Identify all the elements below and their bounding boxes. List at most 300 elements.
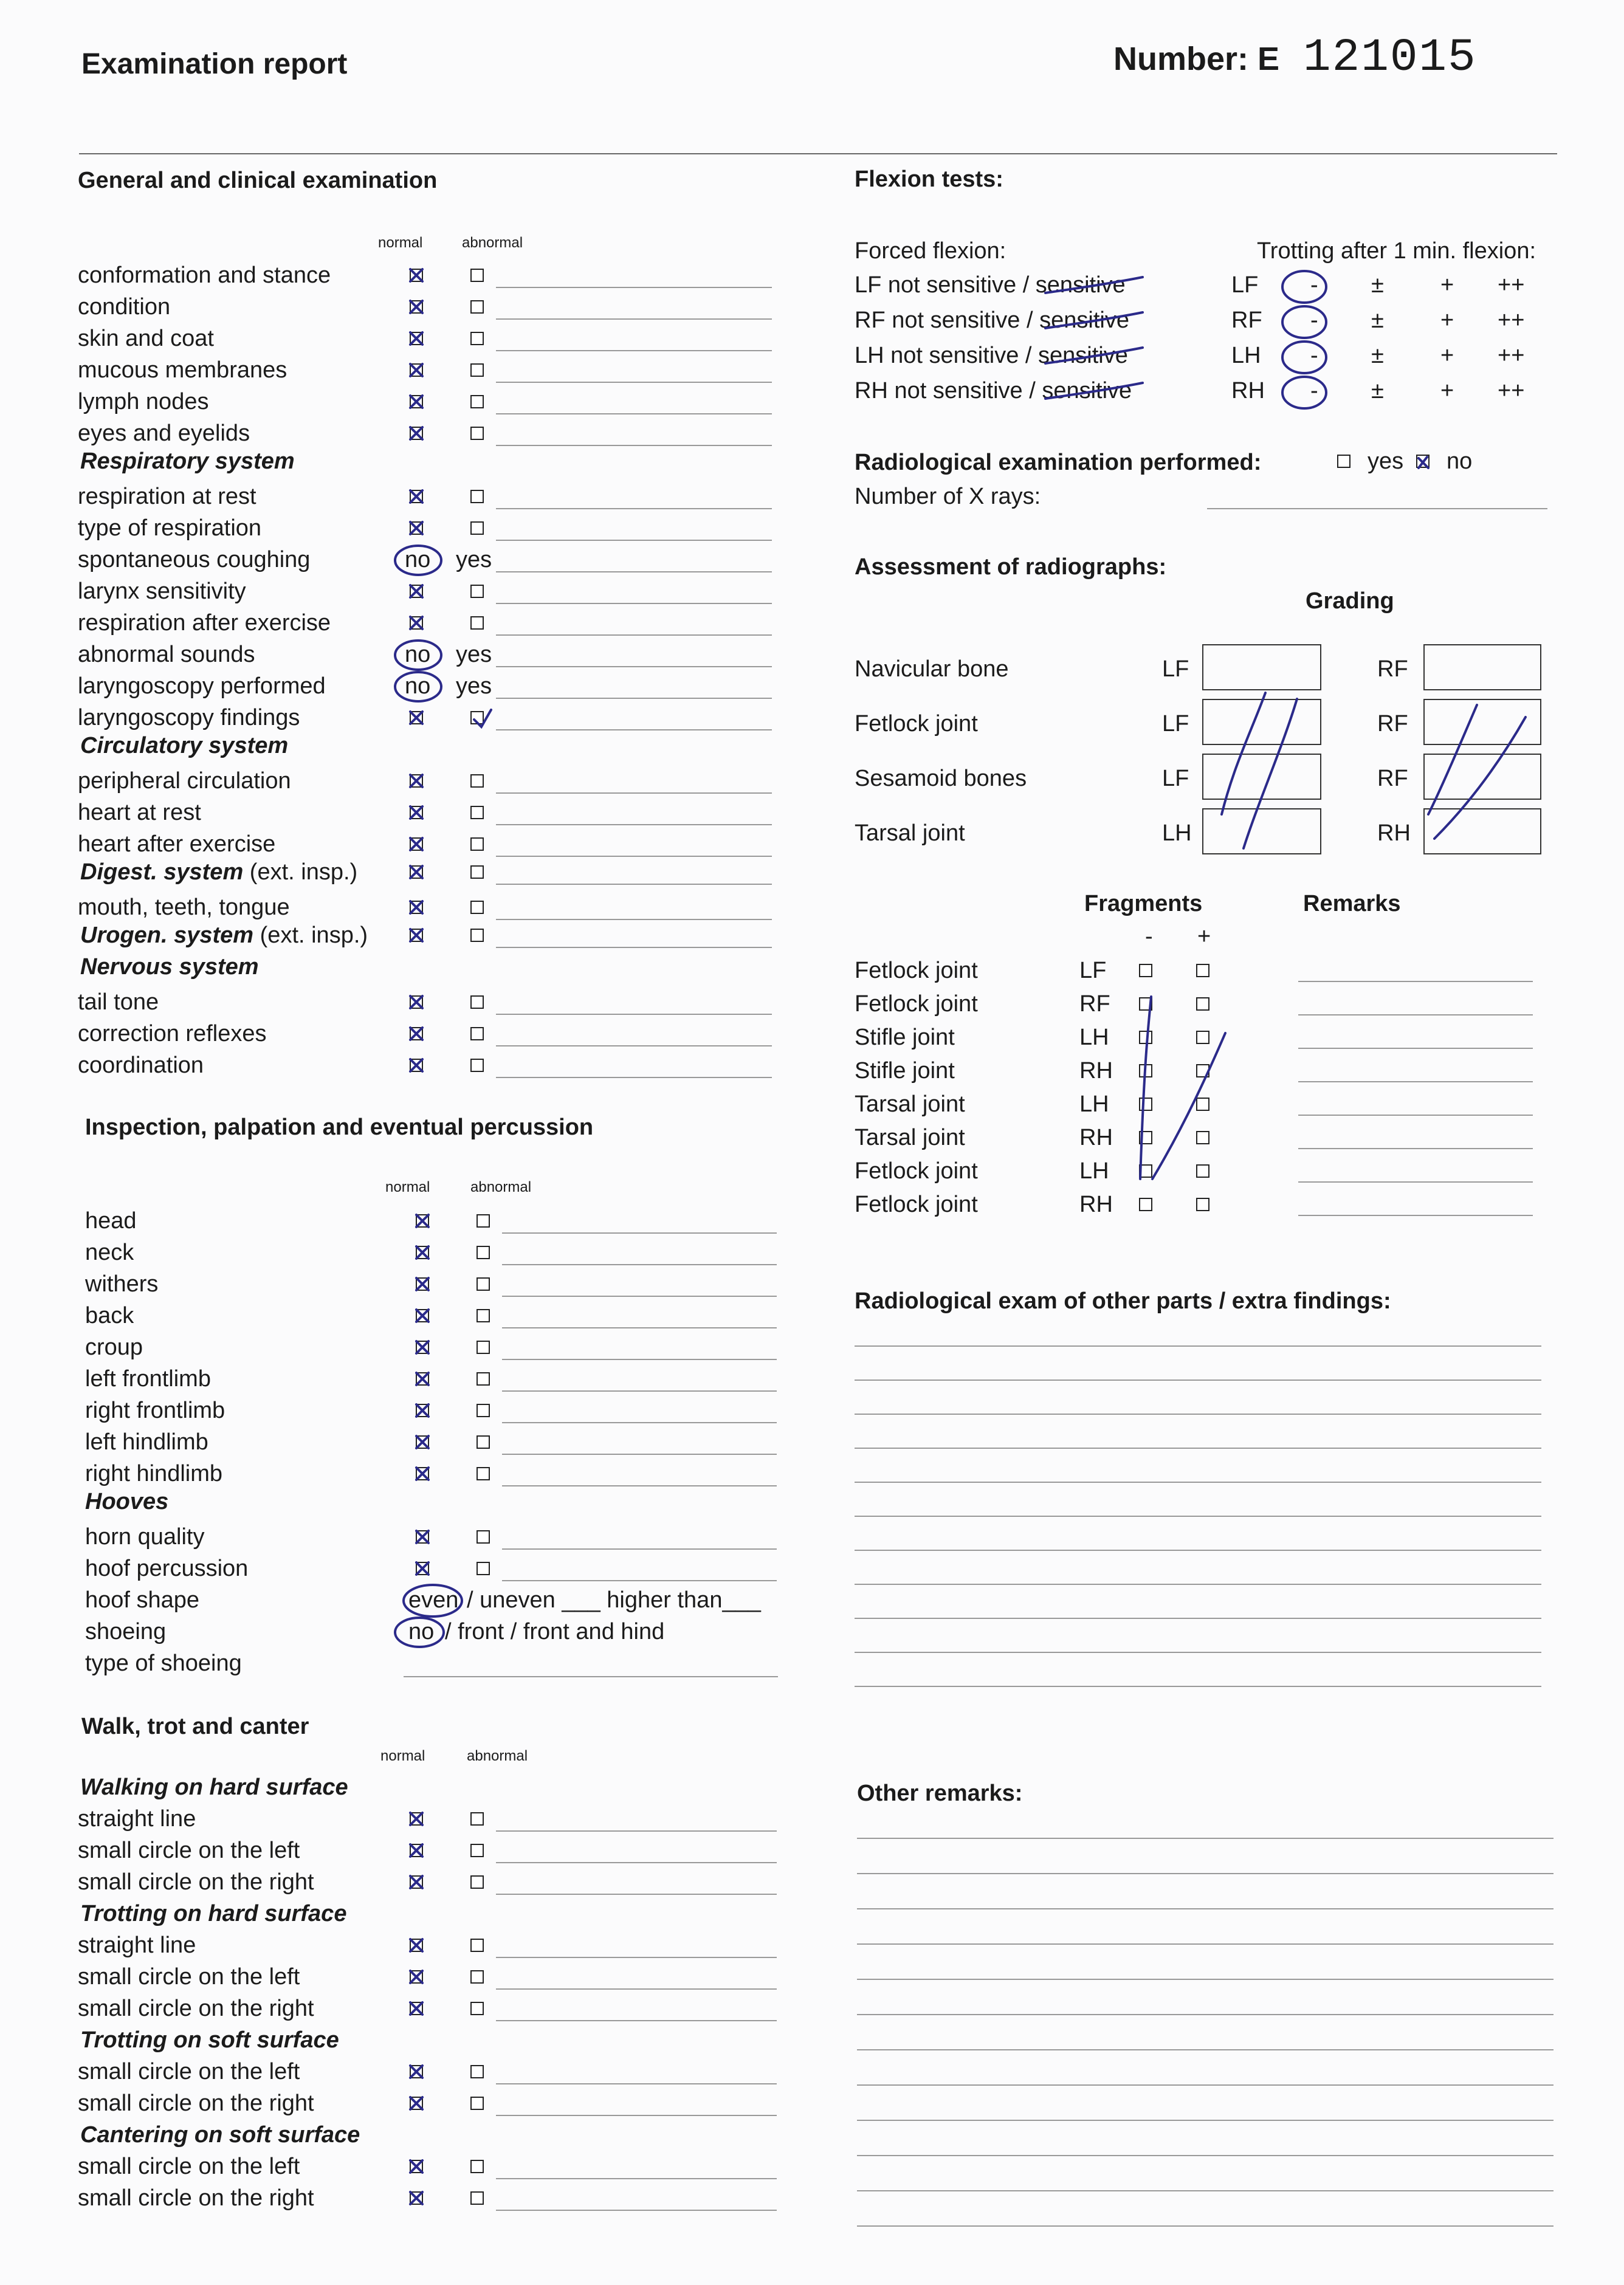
normal-checkbox[interactable]: [410, 332, 423, 345]
abnormal-checkbox[interactable]: [477, 1277, 490, 1291]
remarks-title: Remarks: [1303, 891, 1401, 916]
remark-line[interactable]: [502, 1296, 777, 1297]
remark-line[interactable]: [496, 2178, 777, 2179]
item-label: head: [85, 1208, 137, 1234]
inspection-col-normal: normal: [385, 1179, 430, 1195]
flexion-grade-option[interactable]: ±: [1371, 378, 1384, 404]
flexion-grade-option[interactable]: -: [1310, 308, 1318, 333]
general-section-title: General and clinical examination: [78, 168, 438, 193]
grading-box-right[interactable]: [1423, 699, 1541, 745]
grading-box-left[interactable]: [1202, 808, 1321, 854]
remark-line[interactable]: [496, 856, 772, 857]
normal-checkbox[interactable]: [410, 929, 423, 942]
normal-checkbox[interactable]: [416, 1435, 429, 1449]
extra-findings-line[interactable]: [855, 1516, 1541, 1517]
item-label: mucous membranes: [78, 357, 287, 383]
grading-box-right[interactable]: [1423, 808, 1541, 854]
inspection-col-abnormal: abnormal: [470, 1179, 532, 1195]
circled-minus-grade: [1282, 271, 1326, 303]
yes-option[interactable]: yes: [456, 673, 492, 699]
normal-checkbox[interactable]: [410, 806, 423, 819]
abnormal-checkbox[interactable]: [470, 1875, 484, 1889]
fragment-plus-checkbox[interactable]: [1196, 1198, 1209, 1211]
circled-minus-grade: [1282, 342, 1326, 373]
radiological-no-label: no: [1447, 448, 1473, 474]
assessment-right-leg: RF: [1377, 656, 1408, 682]
remark-line[interactable]: [502, 1359, 777, 1360]
item-label: straight line: [78, 1806, 196, 1832]
abnormal-checkbox[interactable]: [470, 711, 484, 724]
yes-option[interactable]: yes: [456, 642, 492, 667]
no-option[interactable]: no: [405, 547, 431, 572]
item-label: eyes and eyelids: [78, 421, 250, 446]
flexion-grade-option[interactable]: ±: [1371, 272, 1384, 298]
remark-line[interactable]: [496, 413, 772, 414]
fragment-plus-checkbox[interactable]: [1196, 1164, 1209, 1178]
flexion-grade-option[interactable]: ±: [1371, 343, 1384, 368]
fragment-minus-checkbox[interactable]: [1139, 1031, 1152, 1044]
item-label: right frontlimb: [85, 1398, 225, 1423]
item-label: tail tone: [78, 989, 159, 1015]
subsection-title: Respiratory system: [80, 448, 295, 474]
item-label: neck: [85, 1240, 134, 1265]
fragments-title: Fragments: [1084, 891, 1203, 916]
grading-box-left[interactable]: [1202, 754, 1321, 800]
type-of-shoeing-line[interactable]: [404, 1676, 778, 1677]
other-remarks-line[interactable]: [857, 1943, 1553, 1945]
other-remarks-line[interactable]: [857, 2120, 1553, 2121]
other-remarks-line[interactable]: [857, 2014, 1553, 2015]
abnormal-checkbox[interactable]: [470, 901, 484, 914]
assessment-left-leg: LF: [1162, 711, 1189, 737]
abnormal-checkbox[interactable]: [470, 1027, 484, 1040]
subsection-title: Trotting on soft surface: [80, 2027, 339, 2053]
normal-checkbox[interactable]: [416, 1341, 429, 1354]
item-label: lymph nodes: [78, 389, 209, 414]
remark-line[interactable]: [496, 1894, 777, 1895]
circled-minus-grade: [1282, 306, 1326, 338]
normal-checkbox[interactable]: [410, 1812, 423, 1826]
flexion-leg-label: LH: [1231, 343, 1261, 368]
item-label: type of shoeing: [85, 1651, 242, 1676]
item-label: small circle on the right: [78, 2091, 314, 2116]
fragment-plus-checkbox[interactable]: [1196, 1031, 1209, 1044]
abnormal-checkbox[interactable]: [470, 1844, 484, 1857]
abnormal-checkbox[interactable]: [470, 995, 484, 1009]
abnormal-checkbox[interactable]: [477, 1214, 490, 1228]
normal-checkbox[interactable]: [410, 427, 423, 440]
other-remarks-line[interactable]: [857, 2190, 1553, 2191]
remark-line[interactable]: [496, 792, 772, 794]
fragment-minus-checkbox[interactable]: [1139, 1064, 1152, 1077]
flexion-grade-option[interactable]: ++: [1498, 378, 1525, 404]
abnormal-checkbox[interactable]: [470, 363, 484, 377]
normal-checkbox[interactable]: [410, 1970, 423, 1984]
flexion-section-title: Flexion tests:: [855, 167, 1003, 192]
other-remarks-title: Other remarks:: [857, 1781, 1023, 1806]
shoeing-no-option[interactable]: no: [408, 1619, 435, 1644]
normal-checkbox[interactable]: [410, 2065, 423, 2078]
fragment-strike-minus: [1140, 997, 1151, 1179]
fragment-row-label: Stifle joint: [855, 1025, 955, 1050]
abnormal-checkbox[interactable]: [470, 2097, 484, 2110]
remark-line[interactable]: [502, 1454, 777, 1455]
normal-checkbox[interactable]: [410, 1875, 423, 1889]
grading-box-left[interactable]: [1202, 644, 1321, 690]
hoof-shape-even-option[interactable]: even: [408, 1587, 459, 1613]
item-label: small circle on the left: [78, 1964, 300, 1990]
grading-title: Grading: [1306, 588, 1394, 614]
fragment-minus-checkbox[interactable]: [1139, 964, 1152, 977]
abnormal-checkbox[interactable]: [470, 1812, 484, 1826]
normal-checkbox[interactable]: [410, 616, 423, 630]
remark-line[interactable]: [496, 1045, 772, 1046]
fragment-remark-line[interactable]: [1298, 1181, 1533, 1183]
remark-line[interactable]: [496, 445, 772, 446]
other-remarks-line[interactable]: [857, 2155, 1553, 2156]
normal-checkbox[interactable]: [410, 774, 423, 788]
remark-line[interactable]: [502, 1580, 777, 1581]
abnormal-checkbox[interactable]: [470, 1939, 484, 1952]
fragment-row-label: Fetlock joint: [855, 1158, 978, 1184]
abnormal-checkbox[interactable]: [470, 806, 484, 819]
abnormal-checkbox[interactable]: [470, 837, 484, 851]
normal-checkbox[interactable]: [416, 1404, 429, 1417]
normal-checkbox[interactable]: [410, 490, 423, 503]
no-option[interactable]: no: [405, 673, 431, 699]
remark-line[interactable]: [502, 1390, 777, 1392]
inspection-section-title: Inspection, palpation and eventual percussion: [85, 1115, 594, 1140]
abnormal-checkbox[interactable]: [470, 616, 484, 630]
remark-line[interactable]: [496, 947, 772, 948]
normal-checkbox[interactable]: [416, 1372, 429, 1386]
item-label: shoeing: [85, 1619, 167, 1644]
flexion-row-label: RH not sensitive / sensitive: [855, 378, 1132, 404]
fragment-strike-plus: [1152, 1033, 1225, 1179]
remark-line[interactable]: [502, 1327, 777, 1328]
abnormal-checkbox[interactable]: [477, 1309, 490, 1322]
item-label: type of respiration: [78, 515, 262, 541]
item-label: small circle on the left: [78, 1838, 300, 1863]
remark-line[interactable]: [496, 2115, 777, 2116]
remark-line[interactable]: [496, 1862, 777, 1863]
normal-checkbox[interactable]: [410, 521, 423, 535]
flexion-leg-label: RH: [1231, 378, 1265, 404]
subsection-title: Circulatory system: [80, 733, 289, 758]
remark-line[interactable]: [496, 571, 772, 572]
flexion-grade-option[interactable]: ++: [1498, 343, 1525, 368]
item-label: straight line: [78, 1933, 196, 1958]
abnormal-checkbox[interactable]: [470, 300, 484, 314]
normal-checkbox[interactable]: [416, 1530, 429, 1544]
flexion-grade-option[interactable]: +: [1440, 308, 1454, 333]
abnormal-checkbox[interactable]: [477, 1372, 490, 1386]
normal-checkbox[interactable]: [410, 2097, 423, 2110]
flexion-grade-option[interactable]: +: [1440, 272, 1454, 298]
flexion-grade-option[interactable]: ++: [1498, 272, 1525, 298]
flexion-row-label: LF not sensitive / sensitive: [855, 272, 1126, 298]
item-label: small circle on the right: [78, 1996, 314, 2021]
remark-line[interactable]: [496, 2210, 777, 2211]
fragment-minus-checkbox[interactable]: [1139, 1131, 1152, 1144]
grading-box-left[interactable]: [1202, 699, 1321, 745]
remark-line[interactable]: [496, 287, 772, 288]
remark-line[interactable]: [496, 919, 772, 920]
normal-checkbox[interactable]: [416, 1309, 429, 1322]
abnormal-checkbox[interactable]: [470, 521, 484, 535]
abnormal-checkbox[interactable]: [470, 2191, 484, 2205]
shoeing-front-option[interactable]: / front / front and hind: [445, 1619, 665, 1644]
extra-findings-line[interactable]: [855, 1584, 1541, 1585]
flexion-grade-option[interactable]: -: [1310, 343, 1318, 368]
remark-line[interactable]: [496, 884, 772, 885]
fragment-plus-checkbox[interactable]: [1196, 964, 1209, 977]
subsection-title: Cantering on soft surface: [80, 2122, 360, 2148]
item-label: spontaneous coughing: [78, 547, 311, 572]
report-title: Examination report: [81, 48, 348, 80]
abnormal-checkbox[interactable]: [470, 2160, 484, 2173]
remark-line[interactable]: [502, 1264, 777, 1265]
flexion-grade-option[interactable]: -: [1310, 378, 1318, 404]
normal-checkbox[interactable]: [410, 901, 423, 914]
assessment-row-label: Sesamoid bones: [855, 766, 1027, 791]
fragment-leg: RF: [1079, 991, 1110, 1017]
xrays-count-label: Number of X rays:: [855, 484, 1041, 509]
fragment-remark-line[interactable]: [1298, 1048, 1533, 1049]
remark-line[interactable]: [502, 1548, 777, 1550]
fragment-remark-line[interactable]: [1298, 981, 1533, 982]
extra-findings-line[interactable]: [855, 1550, 1541, 1551]
remark-line[interactable]: [496, 350, 772, 351]
abnormal-checkbox[interactable]: [470, 490, 484, 503]
subsection-title: Digest. system (ext. insp.): [80, 859, 358, 885]
remark-line[interactable]: [496, 1957, 777, 1958]
item-label: laryngoscopy findings: [78, 705, 300, 730]
extra-findings-line[interactable]: [855, 1448, 1541, 1449]
remark-line[interactable]: [502, 1422, 777, 1423]
extra-findings-line[interactable]: [855, 1345, 1541, 1347]
abnormal-checkbox[interactable]: [470, 2002, 484, 2015]
abnormal-checkbox[interactable]: [470, 1970, 484, 1984]
fragment-plus-checkbox[interactable]: [1196, 1064, 1209, 1077]
flexion-grade-option[interactable]: ++: [1498, 308, 1525, 333]
flexion-grade-option[interactable]: -: [1310, 272, 1318, 298]
extra-findings-line[interactable]: [855, 1414, 1541, 1415]
circled-minus-grade: [1282, 377, 1326, 408]
item-label: hoof shape: [85, 1587, 200, 1613]
normal-checkbox[interactable]: [410, 2191, 423, 2205]
remark-line[interactable]: [496, 1988, 777, 1990]
fragment-leg: LH: [1079, 1091, 1109, 1117]
abnormal-checkbox[interactable]: [470, 427, 484, 440]
item-label: peripheral circulation: [78, 768, 291, 794]
other-remarks-line[interactable]: [857, 1873, 1553, 1874]
remark-line[interactable]: [496, 824, 772, 825]
abnormal-checkbox[interactable]: [477, 1341, 490, 1354]
fragment-minus-checkbox[interactable]: [1139, 997, 1152, 1011]
subsection-title: Trotting on hard surface: [80, 1901, 347, 1926]
flexion-grade-option[interactable]: +: [1440, 343, 1454, 368]
item-label: skin and coat: [78, 326, 214, 351]
extra-findings-line[interactable]: [855, 1652, 1541, 1653]
remark-line[interactable]: [496, 634, 772, 636]
flexion-grade-option[interactable]: +: [1440, 378, 1454, 404]
abnormal-checkbox[interactable]: [477, 1404, 490, 1417]
normal-checkbox[interactable]: [410, 269, 423, 282]
fragment-minus-checkbox[interactable]: [1139, 1164, 1152, 1178]
no-option[interactable]: no: [405, 642, 431, 667]
other-remarks-line[interactable]: [857, 1979, 1553, 1980]
abnormal-checkbox[interactable]: [470, 585, 484, 598]
normal-checkbox[interactable]: [416, 1277, 429, 1291]
extra-findings-line[interactable]: [855, 1686, 1541, 1687]
fragment-minus-checkbox[interactable]: [1139, 1098, 1152, 1111]
subsection-title: Hooves: [85, 1489, 169, 1514]
normal-checkbox[interactable]: [410, 363, 423, 377]
abnormal-checkbox[interactable]: [477, 1530, 490, 1544]
yes-option[interactable]: yes: [456, 547, 492, 572]
abnormal-checkbox[interactable]: [470, 929, 484, 942]
fragment-plus-checkbox[interactable]: [1196, 1098, 1209, 1111]
flexion-leg-label: LF: [1231, 272, 1259, 298]
fragment-row-label: Tarsal joint: [855, 1091, 965, 1117]
other-remarks-line[interactable]: [857, 2084, 1553, 2086]
fragment-remark-line[interactable]: [1298, 1081, 1533, 1082]
item-label: abnormal sounds: [78, 642, 255, 667]
fragment-leg: RH: [1079, 1125, 1113, 1150]
remark-line[interactable]: [496, 698, 772, 699]
report-number-value: 121015: [1303, 32, 1477, 84]
fragment-plus-checkbox[interactable]: [1196, 997, 1209, 1011]
abnormal-checkbox[interactable]: [470, 865, 484, 879]
item-label: croup: [85, 1335, 143, 1360]
remark-line[interactable]: [496, 1014, 772, 1015]
other-remarks-line[interactable]: [857, 1838, 1553, 1839]
abnormal-checkbox[interactable]: [470, 395, 484, 408]
normal-checkbox[interactable]: [410, 1939, 423, 1952]
remark-line[interactable]: [502, 1232, 777, 1234]
other-remarks-line[interactable]: [857, 2225, 1553, 2227]
remark-line[interactable]: [496, 2083, 777, 2084]
xrays-count-field[interactable]: [1207, 508, 1547, 509]
remark-line[interactable]: [496, 318, 772, 320]
fragments-minus-header: -: [1145, 924, 1153, 949]
normal-checkbox[interactable]: [410, 865, 423, 879]
normal-checkbox[interactable]: [410, 2002, 423, 2015]
normal-checkbox[interactable]: [410, 711, 423, 724]
remark-line[interactable]: [496, 729, 772, 730]
item-label: hoof percussion: [85, 1556, 249, 1581]
assessment-right-leg: RF: [1377, 711, 1408, 737]
abnormal-checkbox[interactable]: [470, 774, 484, 788]
item-label: condition: [78, 294, 171, 320]
remark-line[interactable]: [496, 666, 772, 667]
remark-line[interactable]: [496, 382, 772, 383]
hoof-shape-uneven-option[interactable]: / uneven ___ higher than___: [467, 1587, 761, 1613]
normal-checkbox[interactable]: [410, 1844, 423, 1857]
abnormal-checkbox[interactable]: [470, 1059, 484, 1072]
normal-checkbox[interactable]: [410, 2160, 423, 2173]
gait-col-normal: normal: [380, 1748, 425, 1764]
general-col-abnormal: abnormal: [462, 235, 523, 251]
item-label: larynx sensitivity: [78, 579, 246, 604]
normal-checkbox[interactable]: [410, 1059, 423, 1072]
other-remarks-line[interactable]: [857, 1908, 1553, 1909]
flexion-row-label: RF not sensitive / sensitive: [855, 308, 1129, 333]
abnormal-checkbox[interactable]: [470, 2065, 484, 2078]
abnormal-checkbox[interactable]: [477, 1246, 490, 1259]
fragment-row-label: Fetlock joint: [855, 1192, 978, 1217]
fragment-leg: RH: [1079, 1192, 1113, 1217]
normal-checkbox[interactable]: [416, 1214, 429, 1228]
normal-checkbox[interactable]: [416, 1246, 429, 1259]
abnormal-checkbox[interactable]: [470, 332, 484, 345]
remark-line[interactable]: [496, 603, 772, 604]
fragment-row-label: Fetlock joint: [855, 958, 978, 983]
assessment-row-label: Navicular bone: [855, 656, 1009, 682]
trotting-after-label: Trotting after 1 min. flexion:: [1257, 238, 1536, 264]
general-col-normal: normal: [378, 235, 423, 251]
normal-checkbox[interactable]: [416, 1467, 429, 1480]
extra-findings-line[interactable]: [855, 1380, 1541, 1381]
extra-findings-line[interactable]: [855, 1618, 1541, 1619]
normal-checkbox[interactable]: [410, 395, 423, 408]
abnormal-checkbox[interactable]: [470, 269, 484, 282]
item-label: respiration after exercise: [78, 610, 331, 636]
fragment-remark-line[interactable]: [1298, 1014, 1533, 1015]
normal-checkbox[interactable]: [410, 837, 423, 851]
remark-line[interactable]: [496, 1830, 777, 1832]
normal-checkbox[interactable]: [410, 995, 423, 1009]
remark-line[interactable]: [496, 1077, 772, 1078]
radiological-yes-checkbox[interactable]: [1337, 455, 1350, 468]
item-label: heart at rest: [78, 800, 201, 825]
normal-checkbox[interactable]: [416, 1562, 429, 1575]
remark-line[interactable]: [502, 1485, 777, 1486]
fragment-remark-line[interactable]: [1298, 1148, 1533, 1149]
header-divider: [79, 153, 1557, 154]
other-remarks-line[interactable]: [857, 2049, 1553, 2050]
grading-box-right[interactable]: [1423, 644, 1541, 690]
fragment-remark-line[interactable]: [1298, 1115, 1533, 1116]
fragment-plus-checkbox[interactable]: [1196, 1131, 1209, 1144]
assessment-row-label: Tarsal joint: [855, 820, 965, 846]
remark-line[interactable]: [496, 508, 772, 509]
assessment-row-label: Fetlock joint: [855, 711, 978, 737]
abnormal-checkbox[interactable]: [477, 1562, 490, 1575]
normal-checkbox[interactable]: [410, 1027, 423, 1040]
fragment-remark-line[interactable]: [1298, 1215, 1533, 1216]
remark-line[interactable]: [496, 2020, 777, 2021]
item-label: small circle on the left: [78, 2154, 300, 2179]
normal-checkbox[interactable]: [410, 300, 423, 314]
item-label: mouth, teeth, tongue: [78, 895, 290, 920]
grading-box-right[interactable]: [1423, 754, 1541, 800]
item-label: conformation and stance: [78, 263, 331, 288]
fragment-minus-checkbox[interactable]: [1139, 1198, 1152, 1211]
gait-col-abnormal: abnormal: [467, 1748, 528, 1764]
radiological-no-checkbox[interactable]: [1416, 455, 1430, 468]
fragment-row-label: Tarsal joint: [855, 1125, 965, 1150]
report-number-label: Number: E: [1113, 41, 1280, 77]
remark-line[interactable]: [496, 540, 772, 541]
flexion-grade-option[interactable]: ±: [1371, 308, 1384, 333]
subsection-title: Nervous system: [80, 954, 259, 980]
abnormal-checkbox[interactable]: [477, 1435, 490, 1449]
normal-checkbox[interactable]: [410, 585, 423, 598]
extra-findings-line[interactable]: [855, 1482, 1541, 1483]
abnormal-checkbox[interactable]: [477, 1467, 490, 1480]
